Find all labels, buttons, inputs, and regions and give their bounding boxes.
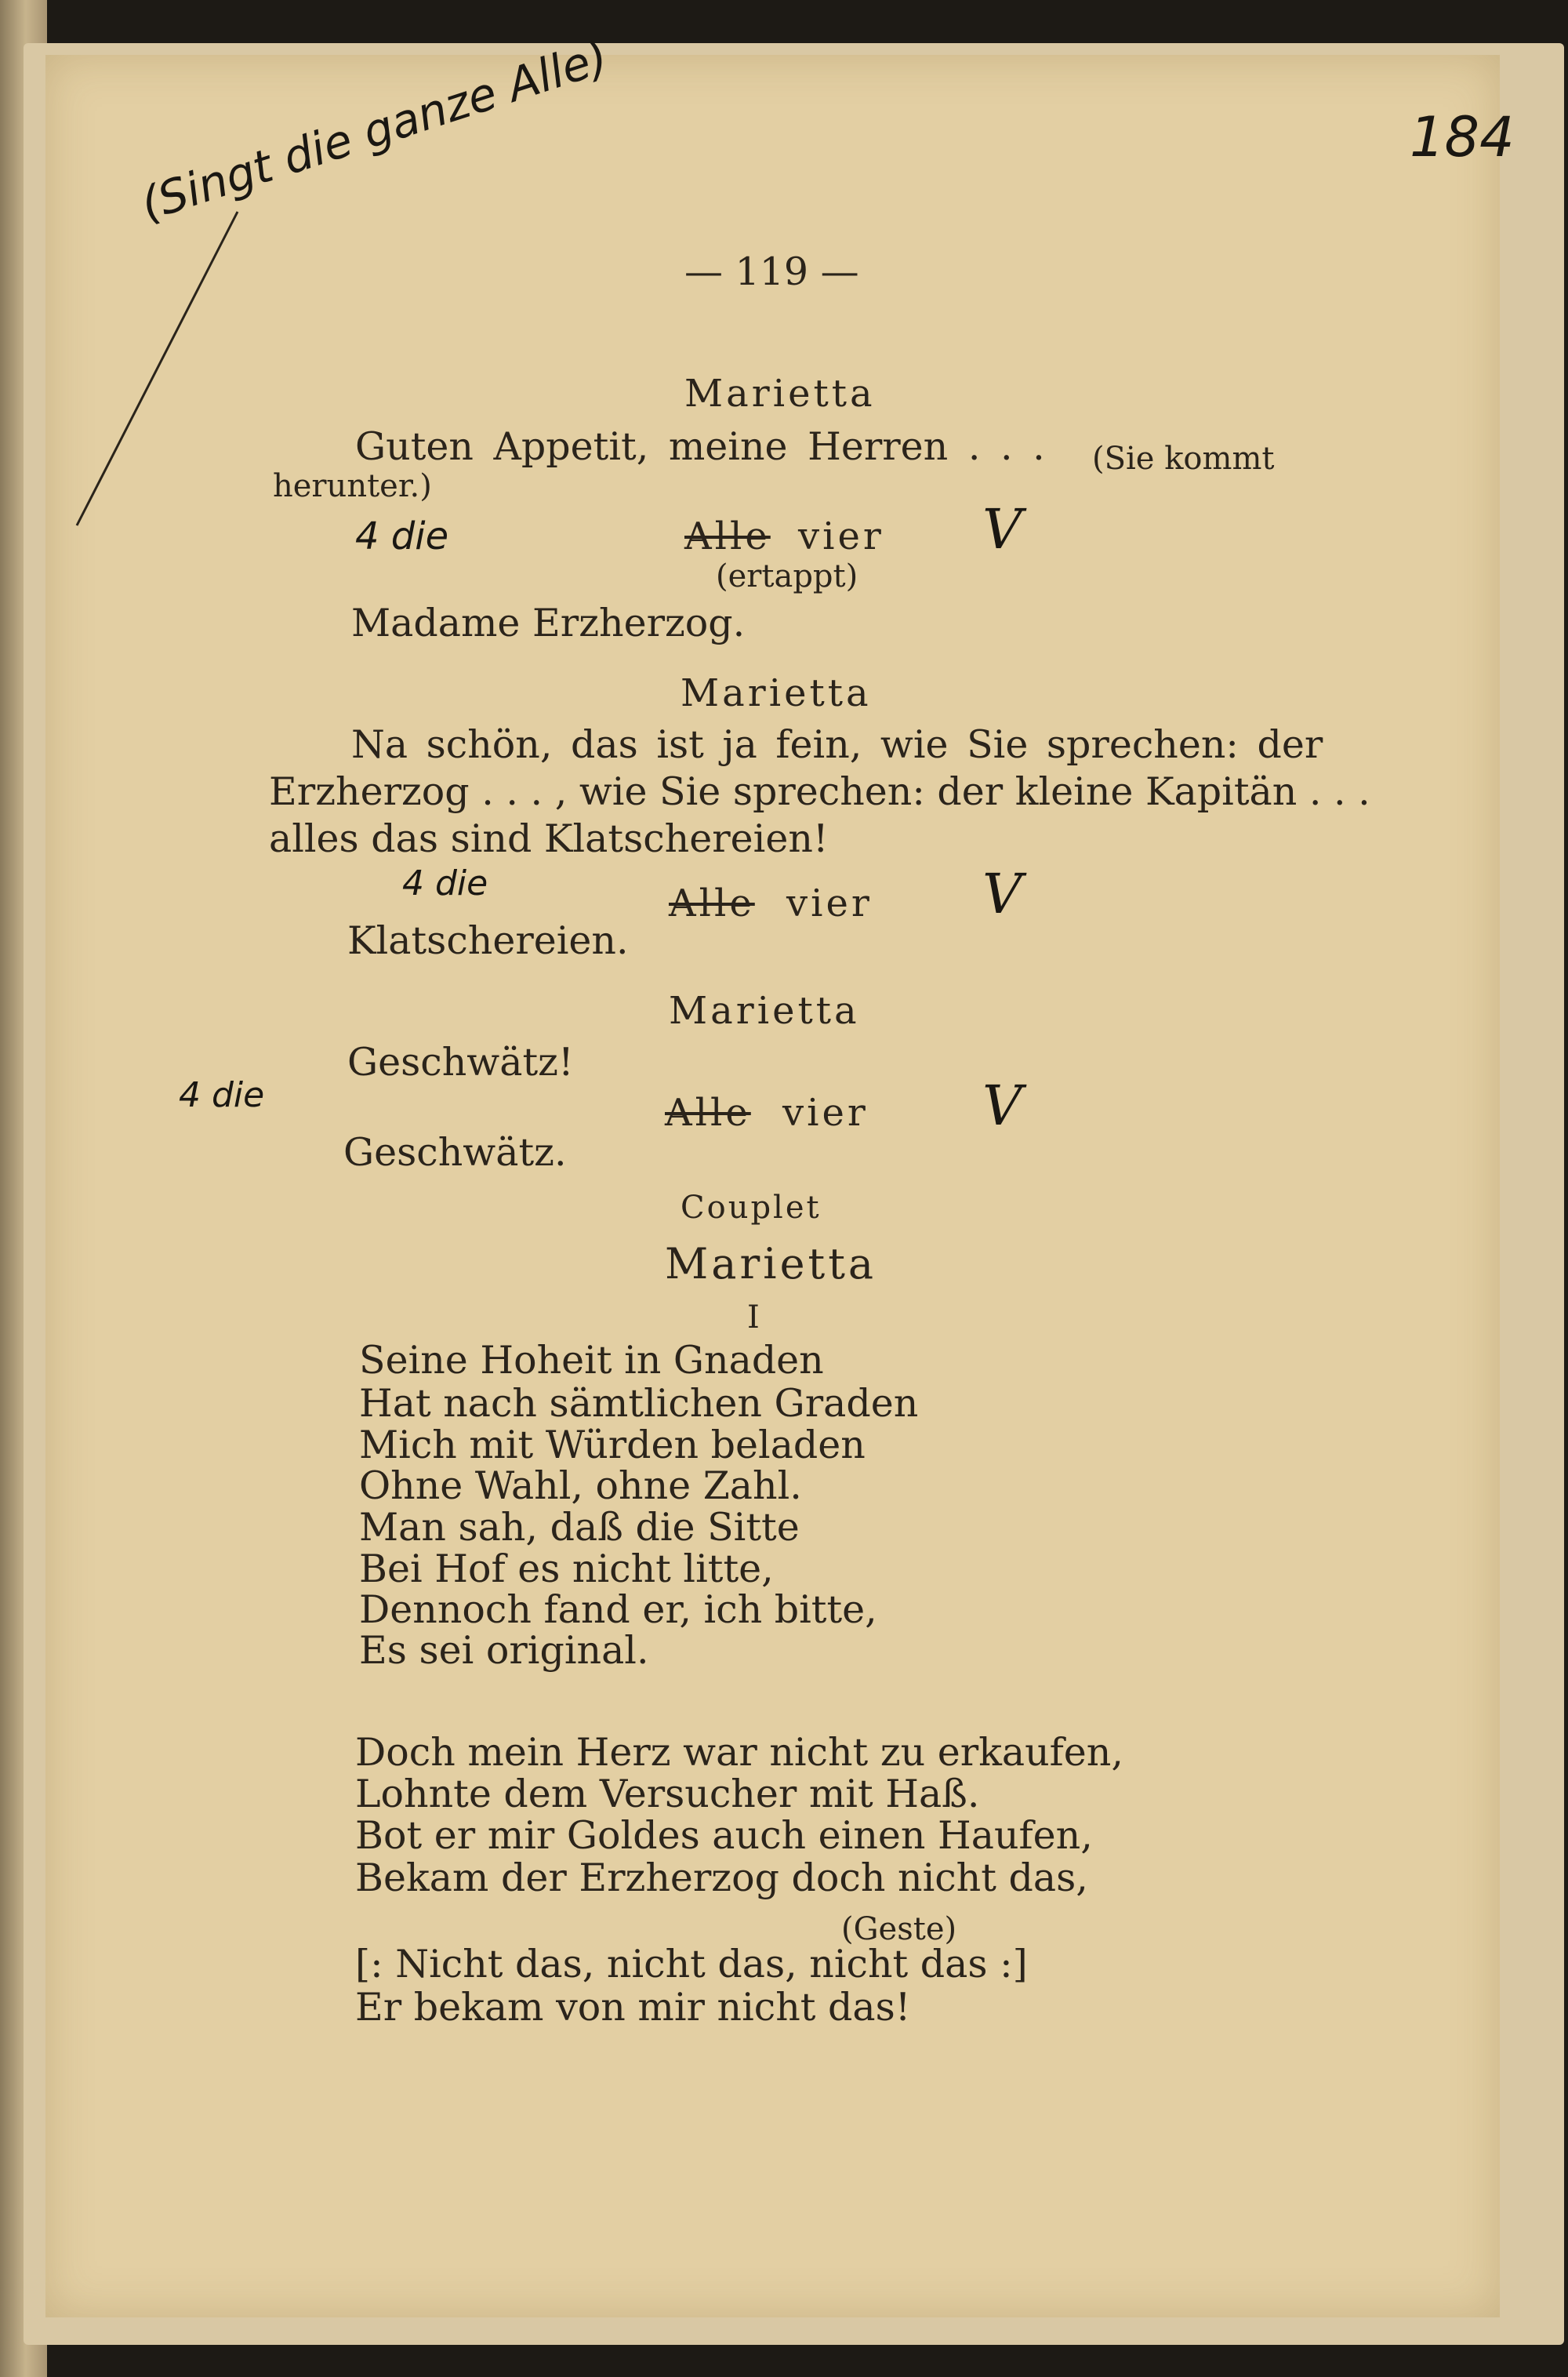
handwritten-note: 4 die <box>179 1075 265 1115</box>
speaker-name: Marietta <box>684 372 876 416</box>
verse-line: Lohnte dem Versucher mit Haß. <box>355 1772 980 1816</box>
handwritten-note: 4 die <box>355 514 449 558</box>
struck-chorus-label: Alle <box>669 881 755 925</box>
stage-direction: (Sie kommt <box>1092 441 1275 477</box>
handwritten-note: 4 die <box>402 863 488 903</box>
struck-chorus-label: Alle <box>665 1091 751 1135</box>
dialogue-line: Geschwätz. <box>343 1130 567 1175</box>
check-mark: V <box>982 497 1022 562</box>
chorus-label: vier <box>786 881 873 925</box>
chorus-label: vier <box>798 514 884 558</box>
verse-line: Bekam der Erzherzog doch nicht das, <box>355 1855 1088 1900</box>
check-mark: V <box>982 1074 1022 1138</box>
dialogue-line: alles das sind Klatschereien! <box>269 816 829 861</box>
verse-line: Hat nach sämtlichen Graden <box>359 1381 919 1426</box>
verse-line: Seine Hoheit in Gnaden <box>359 1338 824 1383</box>
verse-line: Dennoch fand er, ich bitte, <box>359 1587 877 1632</box>
handwritten-margin-note: (Singt die ganze Alle) <box>134 30 615 231</box>
chorus-label: vier <box>782 1091 869 1135</box>
dialogue-line: Klatschereien. <box>347 918 629 963</box>
margin-pencil-stroke <box>69 204 249 533</box>
stage-direction: herunter.) <box>273 468 432 504</box>
check-mark: V <box>982 862 1022 926</box>
verse-line: Es sei original. <box>359 1628 649 1673</box>
dialogue-line: Na schön, das ist ja fein, wie Sie sprechen: der <box>351 722 1323 767</box>
stanza-number: I <box>747 1299 760 1336</box>
verse-line: Man sah, daß die Sitte <box>359 1505 800 1550</box>
struck-chorus-label: Alle <box>684 514 771 558</box>
verse-line: Ohne Wahl, ohne Zahl. <box>359 1463 802 1508</box>
dialogue-line: Madame Erzherzog. <box>351 601 746 645</box>
stage-direction: (Geste) <box>841 1911 957 1947</box>
verse-line: Mich mit Würden beladen <box>359 1423 866 1467</box>
verse-line: Doch mein Herz war nicht zu erkaufen, <box>355 1730 1123 1775</box>
verse-line: Bei Hof es nicht litte, <box>359 1547 774 1591</box>
dialogue-line: Geschwätz! <box>347 1040 574 1085</box>
archive-number: 184 <box>1410 105 1515 169</box>
book-page <box>45 30 1515 2317</box>
section-heading: Couplet <box>681 1190 822 1226</box>
dialogue-line: Guten Appetit, meine Herren . . . <box>355 424 1045 469</box>
verse-line: Bot er mir Goldes auch einen Haufen, <box>355 1813 1093 1858</box>
verse-line: [: Nicht das, nicht das, nicht das :] <box>355 1942 1028 1986</box>
speaker-name: Marietta <box>665 1239 877 1288</box>
dialogue-line: Erzherzog . . . , wie Sie sprechen: der kleine Kapitän . . . <box>269 769 1370 814</box>
page-number: — 119 — <box>684 249 859 294</box>
verse-line: Er bekam von mir nicht das! <box>355 1985 911 2030</box>
speaker-name: Marietta <box>669 989 860 1033</box>
stage-direction: (ertappt) <box>716 558 858 594</box>
speaker-name: Marietta <box>681 671 872 715</box>
